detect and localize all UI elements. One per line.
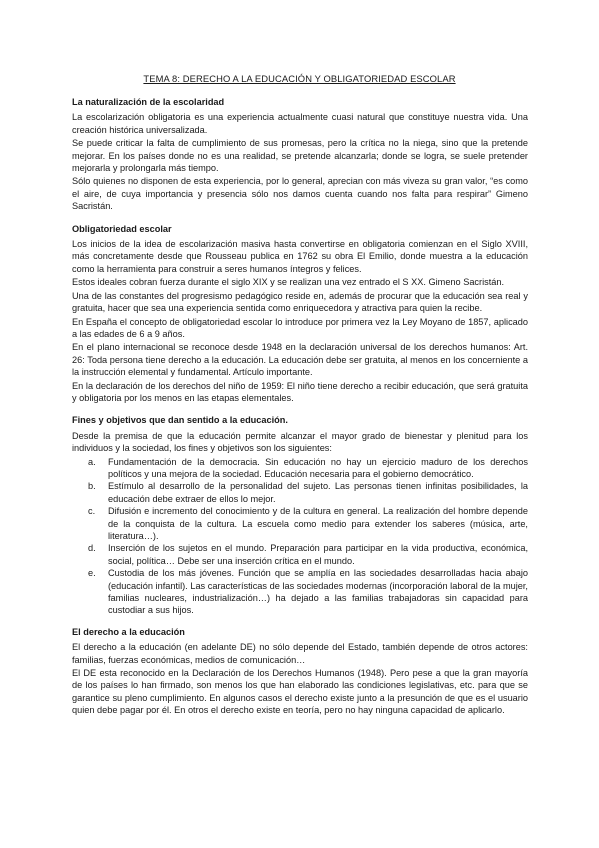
document-body	[72, 96, 528, 718]
list-marker: b.	[88, 481, 96, 492]
list-item-text: Inserción de los sujetos en el mundo. Preparación para participar en la vida productiva, económica, social, política… Debe ser una inserción crítica en el mundo.	[108, 543, 528, 566]
paragraph: El derecho a la educación (en adelante DE) no sólo depende del Estado, también depende de otros actores: familias, fuerzas económicas, medios de comunicación…	[72, 642, 528, 665]
paragraph: En el plano internacional se reconoce desde 1948 en la declaración universal de los derechos humanos: Art. 26: Toda persona tiene derecho a la educación. La educación debe ser gratuita, al menos en los concerniente a la instrucción elemental y fundamental. Artículo importante.	[72, 342, 528, 378]
paragraph: Estos ideales cobran fuerza durante el siglo XIX y se realizan una vez entrado el S XX. Gimeno Sacristán.	[72, 277, 505, 288]
section-obligatoriedad	[72, 223, 528, 405]
document-title: TEMA 8: DERECHO A LA EDUCACIÓN Y OBLIGATORIEDAD ESCOLAR	[143, 73, 456, 84]
list-item-text: Difusión e incremento del conocimiento y de la cultura en general. La realización del hombre depende de la conquista de la cultura. La escuela como medio para extender los saberes (música, arte, literatura…).	[108, 506, 528, 541]
paragraph: Se puede criticar la falta de cumplimiento de sus promesas, pero la crítica no la niega, sino que la pretende mejorar. En los países donde no es una realidad, se pretende alcanzarla; donde se logra, se suele pretender mejorarla y prolongarla más tiempo.	[72, 138, 528, 174]
paragraph: El DE esta reconocido en la Declaración de los Derechos Humanos (1948). Pero pese a que la gran mayoría de los países lo han firmado, son menos los que han elaborado las condiciones legislativas, etc. para que se garantice su pleno cumplimiento. En algunos casos el derecho existe junto a la presunción de que es el usuario quien debe pagar por él. En otros el derecho existe en teoría, pero no hay ninguna capacidad de aplicarlo.	[72, 668, 528, 716]
list-item	[88, 542, 528, 567]
list-item-text: Fundamentación de la democracia. Sin educación no hay un ejercicio maduro de los derechos políticos y una mejora de la sociedad. Educación necesaria para el gobierno democrático.	[108, 456, 528, 479]
section-heading: El derecho a la educación	[72, 626, 185, 637]
paragraph: En España el concepto de obligatoriedad escolar lo introduce por primera vez la Ley Moyano de 1857, aplicado a las edades de 6 a 9 años.	[72, 316, 528, 339]
list-item-text: Estímulo al desarrollo de la personalidad del sujeto. Las personas tienen infinitas posibilidades, la educación debe extraer de ellos lo mejor.	[108, 481, 528, 504]
section-heading: Obligatoriedad escolar	[72, 223, 172, 234]
list-marker: a.	[88, 456, 96, 467]
section-heading: Fines y objetivos que dan sentido a la educación.	[72, 415, 288, 426]
section-heading: La naturalización de la escolaridad	[72, 97, 225, 107]
paragraph: La escolarización obligatoria es una experiencia actualmente cuasi natural que constituye nuestra vida. Una creación histórica universalizada.	[72, 112, 528, 135]
section-derecho	[72, 626, 528, 717]
paragraph: Desde la premisa de que la educación permite alcanzar el mayor grado de bienestar y plenitud para los individuos y la sociedad, los fines y objetivos son los siguientes:	[72, 430, 528, 454]
paragraph: Los inicios de la idea de escolarización masiva hasta convertirse en obligatoria comienzan en el Siglo XVIII, más concretamente desde que Rousseau publica en 1762 su obra El Emilio, donde muestra a la educación como la herramienta para construir a seres humanos íntegros y felices.	[72, 239, 528, 274]
paragraph: Sólo quienes no disponen de esta experiencia, por lo general, aprecian con más viveza su gran valor, “es como el aire, de cuya importancia y presencia sólo nos damos cuenta cuando nos falta para respirar” Gimeno Sacristán.	[72, 176, 528, 212]
list-marker: e.	[88, 568, 96, 579]
section-naturalizacion	[72, 96, 528, 213]
list-item	[88, 456, 528, 481]
list-item	[88, 505, 528, 542]
list-item-text: Custodia de los más jóvenes. Función que se amplía en las sociedades desarrolladas hacia abajo (educación infantil). Las características de las sociedades modernas (incorporación laboral de la mujer, familias nucleares, industrialización…) ha dejado a las familias trabajadoras sin capacidad para custodiar a sus hijos.	[108, 568, 528, 616]
section-fines	[72, 414, 528, 617]
paragraph: En la declaración de los derechos del niño de 1959: El niño tiene derecho a recibir educación, que será gratuita y obligatoria por los menos en las etapas elementales.	[72, 380, 528, 403]
list-item	[88, 567, 528, 617]
list-marker: c.	[88, 506, 96, 517]
paragraph: Una de las constantes del progresismo pedagógico reside en, además de procurar que la educación sea real y gratuita, hacer que sea una experiencia sentida como enriquecedora y atractiva para quien la recibe.	[72, 290, 528, 314]
list-item	[88, 480, 528, 505]
list-marker: d.	[88, 543, 96, 554]
objectives-list	[72, 456, 528, 617]
